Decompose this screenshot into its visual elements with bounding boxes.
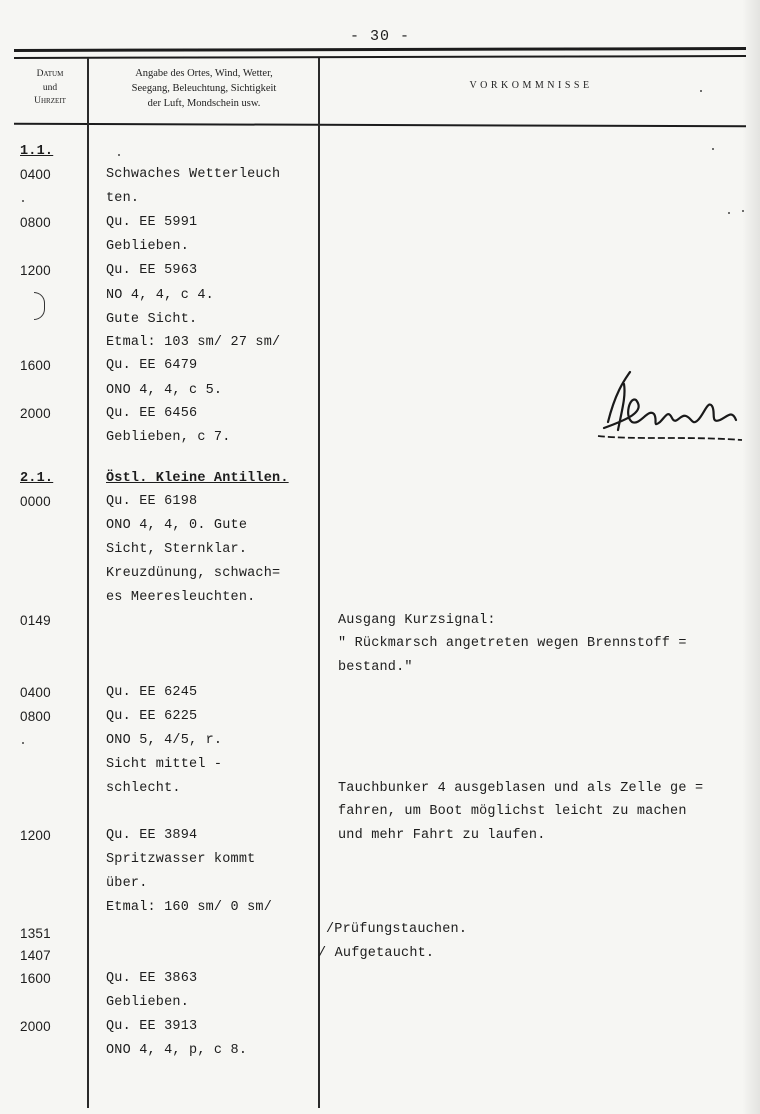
time-1600: 1600 (20, 971, 51, 986)
place-text: Qu. EE 3863 (106, 971, 198, 986)
time-2000: 2000 (20, 1019, 51, 1034)
place-text: NO 4, 4, c 4. (106, 288, 214, 303)
time-0149: 0149 (20, 613, 51, 628)
date-heading-2: 2.1. (20, 471, 54, 486)
header-events-column: VORKOMMNISSE (469, 80, 593, 91)
place-text: Qu. EE 5991 (106, 215, 198, 230)
header-place-line2: Seegang, Beleuchtung, Sichtigkeit (131, 83, 277, 94)
header-date-line2: und (42, 82, 58, 93)
place-text: Sicht, Sternklar. (106, 542, 248, 557)
place-text: Etmal: 160 sm/ 0 sm/ (106, 900, 273, 915)
page-number: - 30 - (349, 28, 410, 45)
event-text: Tauchbunker 4 ausgeblasen und als Zelle ge = (338, 781, 704, 796)
place-text: Geblieben. (106, 239, 190, 254)
time-0400: 0400 (20, 685, 51, 700)
place-text: schlecht. (106, 781, 181, 796)
time-1200: 1200 (20, 828, 51, 843)
place-text: Qu. EE 6198 (106, 494, 198, 509)
place-text: Qu. EE 5963 (106, 263, 198, 278)
place-text: Qu. EE 6456 (106, 406, 198, 421)
event-text: und mehr Fahrt zu laufen. (338, 828, 546, 843)
time-0000: 0000 (20, 494, 51, 509)
place-text: Kreuzdünung, schwach= (106, 566, 281, 581)
place-text: ONO 4, 4, p, c 8. (106, 1043, 248, 1058)
place-text: Qu. EE 3913 (106, 1019, 198, 1034)
header-date-column (14, 68, 86, 109)
header-top-rule-2 (14, 55, 746, 58)
time-2000: 2000 (20, 406, 51, 421)
place-text: Spritzwasser kommt (106, 852, 256, 867)
time-0800: 0800 (20, 709, 51, 724)
header-place-line3: der Luft, Mondschein usw. (147, 98, 261, 109)
event-text: /Prüfungstauchen. (326, 922, 468, 937)
place-text: ONO 4, 4, 0. Gute (106, 518, 248, 533)
header-place-line1: Angabe des Ortes, Wind, Wetter, (135, 68, 273, 79)
header-place-column (90, 66, 318, 111)
time-0400: 0400 (20, 167, 51, 182)
place-text: ONO 5, 4/5, r. (106, 733, 223, 748)
event-text: Ausgang Kurzsignal: (338, 613, 496, 628)
event-text: / Aufgetaucht. (318, 946, 435, 961)
page-edge-shadow (742, 0, 760, 1114)
header-date-line1: Datum (36, 69, 64, 79)
time-1200: 1200 (20, 263, 51, 278)
place-text: Geblieben. (106, 995, 190, 1010)
time-1351: 1351 (20, 926, 51, 941)
event-text: bestand." (338, 660, 413, 675)
header-bottom-rule (14, 123, 746, 128)
column-divider-date (87, 58, 89, 1108)
place-text: über. (106, 876, 148, 891)
place-text: Geblieben, c 7. (106, 430, 231, 445)
place-text: ONO 4, 4, c 5. (106, 383, 223, 398)
time-1600: 1600 (20, 358, 51, 373)
place-text: Qu. EE 6225 (106, 709, 198, 724)
event-text: fahren, um Boot möglichst leicht zu machen (338, 804, 687, 819)
place-text: Schwaches Wetterleuch (106, 167, 281, 182)
place-text: Etmal: 103 sm/ 27 sm/ (106, 335, 281, 350)
header-date-line3: Uhrzeit (34, 96, 66, 106)
margin-bracket-mark (34, 292, 45, 320)
time-0800: 0800 (20, 215, 51, 230)
place-text: Qu. EE 3894 (106, 828, 198, 843)
place-text: es Meeresleuchten. (106, 590, 256, 605)
place-text: Gute Sicht. (106, 312, 198, 327)
location-heading: Östl. Kleine Antillen. (106, 471, 289, 486)
place-text: ten. (106, 191, 140, 206)
header-top-rule (14, 47, 746, 52)
place-text: Sicht mittel - (106, 757, 223, 772)
handwritten-signature (596, 370, 746, 448)
date-heading-1: 1.1. (20, 144, 54, 159)
place-text: Qu. EE 6245 (106, 685, 198, 700)
place-text: Qu. EE 6479 (106, 358, 198, 373)
time-1407: 1407 (20, 948, 51, 963)
event-text: " Rückmarsch angetreten wegen Brennstoff = (338, 636, 687, 651)
